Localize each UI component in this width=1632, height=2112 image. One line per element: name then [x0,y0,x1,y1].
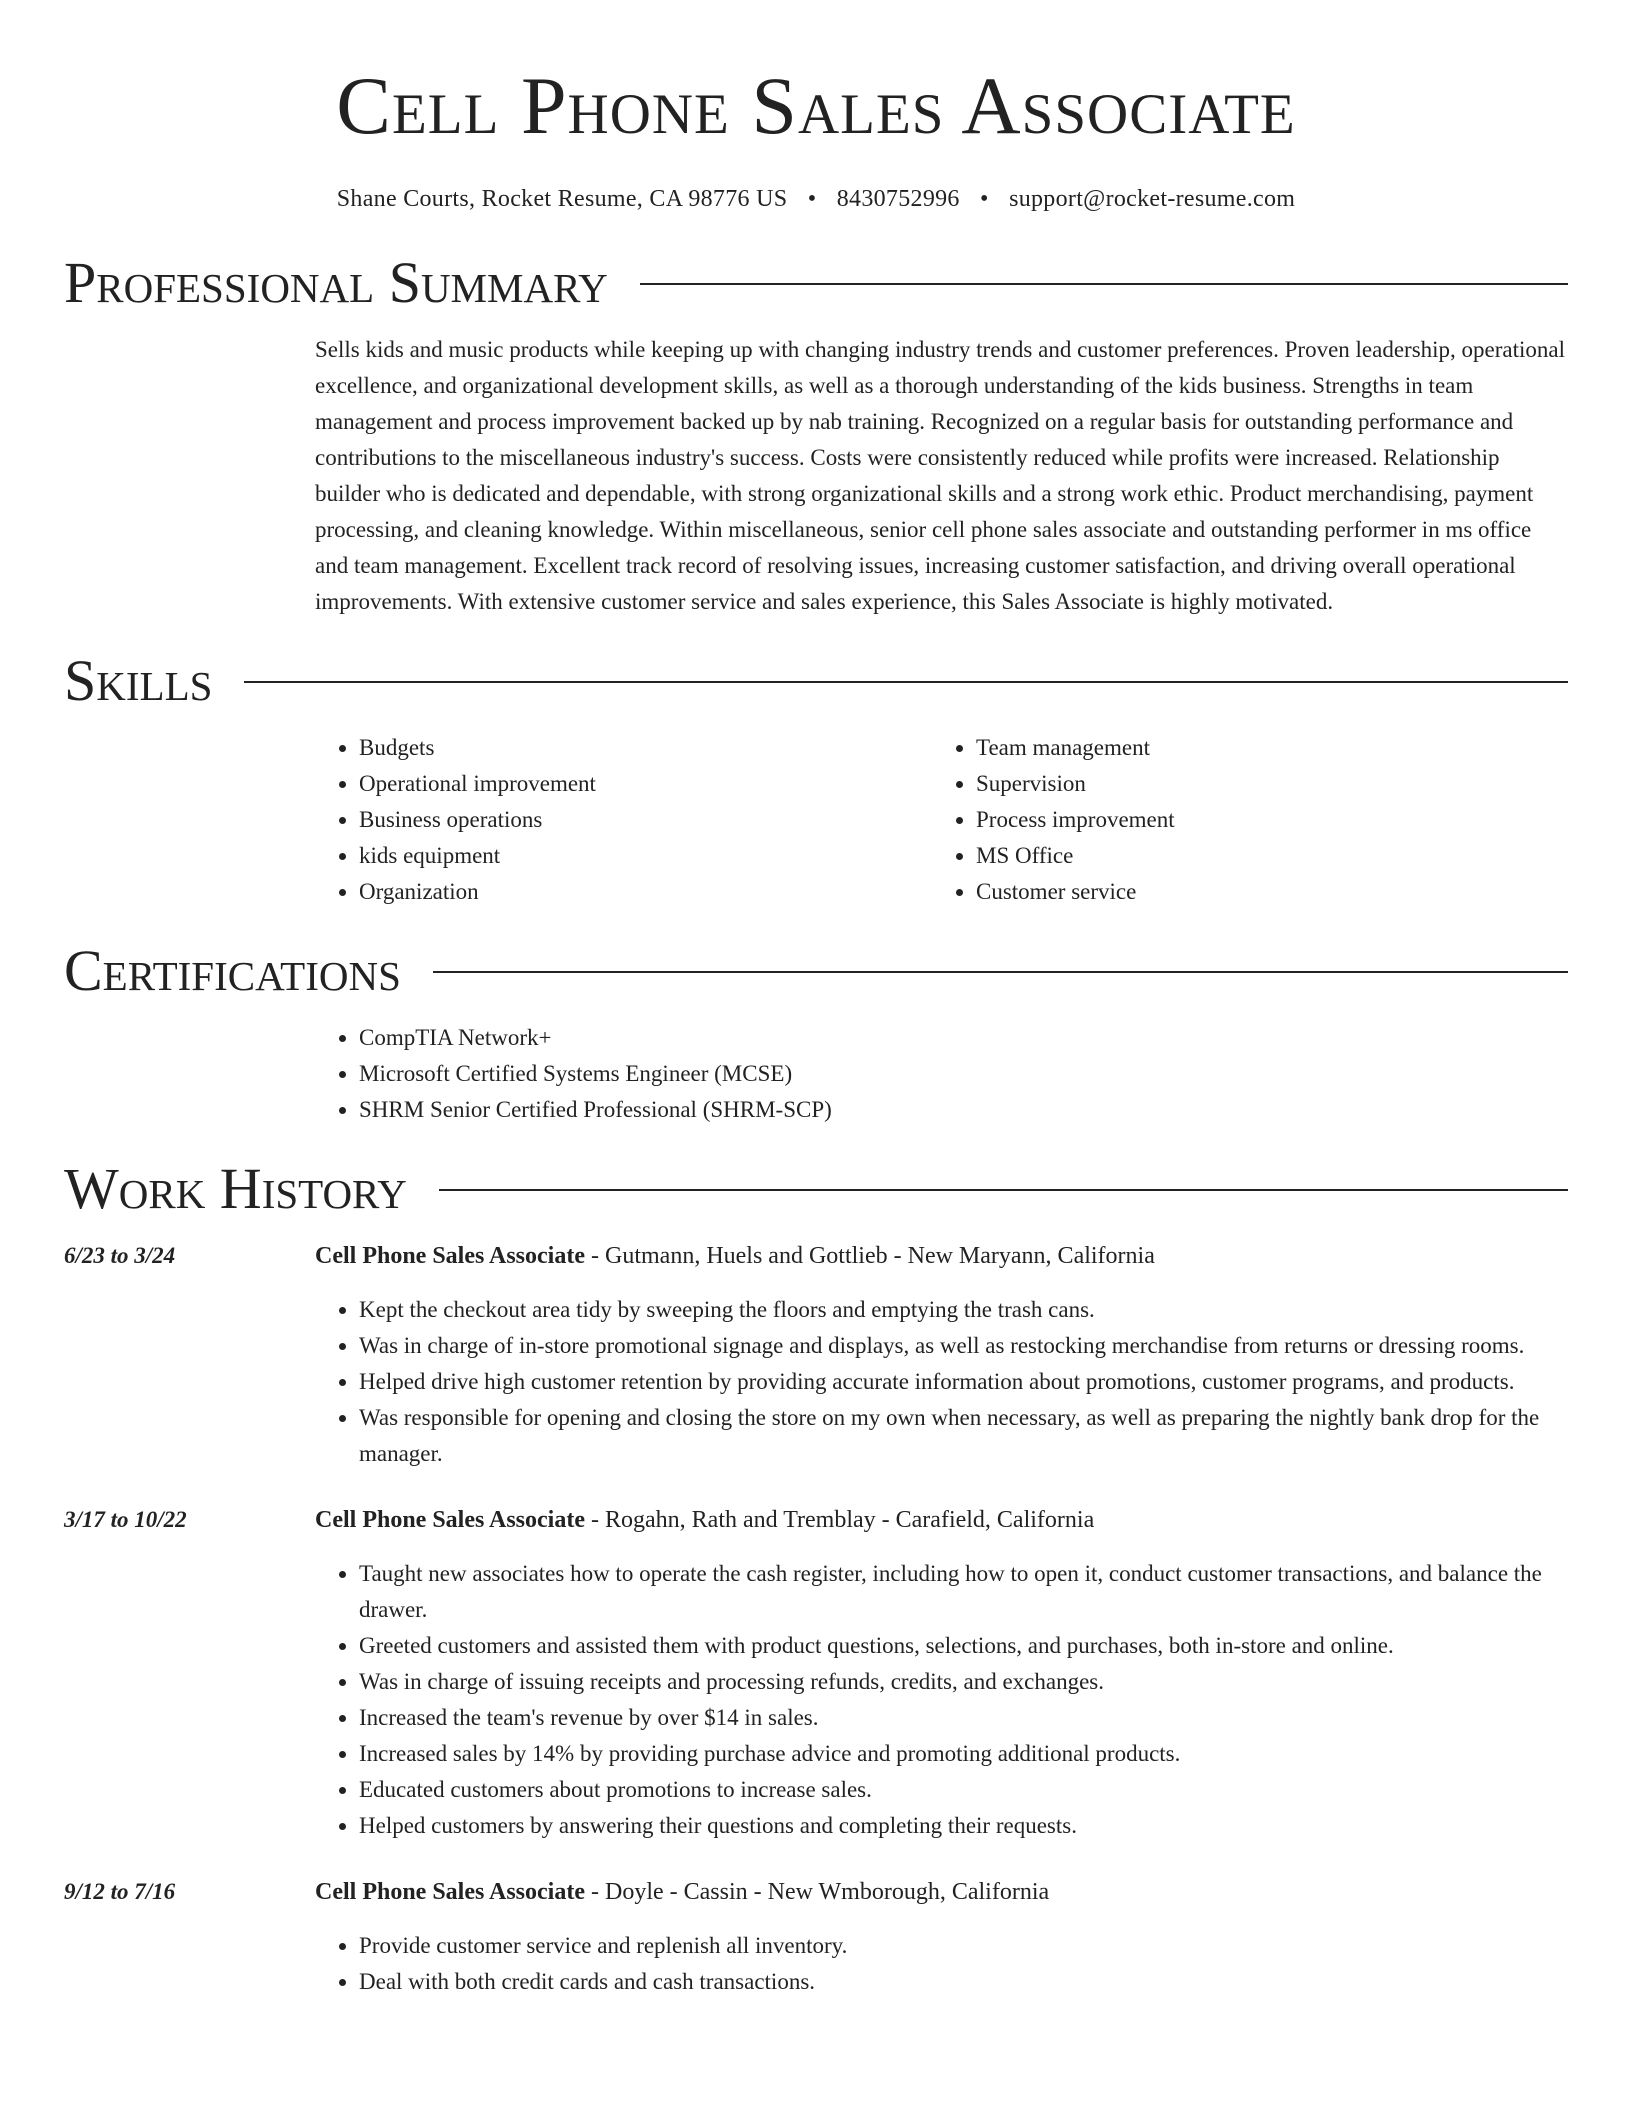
skills-section [64,646,1568,910]
summary-title: Professional Summary [64,250,608,315]
skill-item: • Budgets [359,730,932,766]
certifications-list [315,1020,1568,1128]
certifications-list-wrap [315,1020,1568,1128]
certifications-section [64,936,1568,1128]
job-body [315,1874,1568,2000]
skill-item: • kids equipment [359,838,932,874]
summary-section [64,248,1568,620]
job-bullet: • Was responsible for opening and closing the store on my own when necessary, as well as preparing the nightly bank drop for the manager. [359,1400,1568,1472]
certification-item: • SHRM Senior Certified Professional (SHRM-SCP) [359,1092,1568,1128]
skill-item: • Customer service [976,874,1549,910]
skills-list-right [932,730,1549,910]
skills-grid [315,730,1568,910]
work-history-title: Work History [64,1156,407,1221]
skills-list-left [315,730,932,910]
section-heading [64,646,1568,716]
summary-text: Sells kids and music products while keeping up with changing industry trends and customer preferences. Proven leadership, operational excellence, and organizational development skills, as well as a thorough understanding of the kids business. Strengths in team management and process improvement backed up by nab training. Recognized on a regular basis for outstanding performance and contributions to the miscellaneous industry's success. Costs were consistently reduced while profits were increased. Relationship builder who is dedicated and dependable, with strong organizational skills and a strong work ethic. Product merchandising, payment processing, and cleaning knowledge. Within miscellaneous, senior cell phone sales associate and outstanding performer in ms office and team management. Excellent track record of resolving issues, increasing customer satisfaction, and driving overall operational improvements. With extensive customer service and sales experience, this Sales Associate is highly motivated. [315,337,1565,614]
contact-separator: • [807,186,817,212]
resume-header [64,56,1568,214]
certification-item: • CompTIA Network+ [359,1020,1568,1056]
skills-column-left [315,730,932,910]
job-company: - Gutmann, Huels and Gottlieb - New Maryann, California [585,1243,1155,1269]
job-bullet: • Was in charge of in-store promotional signage and displays, as well as restocking merchandise from returns or dressing rooms. [359,1328,1568,1364]
skill-item: • Operational improvement [359,766,932,802]
certification-item: • Microsoft Certified Systems Engineer (MCSE) [359,1056,1568,1092]
job-bullets [315,1928,1568,2000]
skill-item: • Supervision [976,766,1549,802]
job-bullet: • Increased sales by 14% by providing purchase advice and promoting additional products. [359,1736,1568,1772]
job-bullet: • Increased the team's revenue by over $14 in sales. [359,1700,1568,1736]
skill-item: • MS Office [976,838,1549,874]
skill-item: • Team management [976,730,1549,766]
section-divider [439,1189,1568,1191]
job-bullets [315,1292,1568,1472]
job-body [315,1238,1568,1472]
job-body [315,1502,1568,1844]
job-bullets [315,1556,1568,1844]
job-bullet: • Helped customers by answering their questions and completing their requests. [359,1808,1568,1844]
skills-column-right [932,730,1549,910]
job-company: - Doyle - Cassin - New Wmborough, California [585,1879,1050,1905]
skill-item: • Organization [359,874,932,910]
work-history-section [64,1154,1568,2000]
job-title: Cell Phone Sales Associate [315,1507,585,1533]
job-entry [64,1238,1568,1472]
section-heading [64,248,1568,318]
job-dates: 6/23 to 3/24 [64,1243,176,1268]
section-divider [244,681,1568,683]
section-heading [64,1154,1568,1224]
skill-item: • Business operations [359,802,932,838]
job-title: Cell Phone Sales Associate [315,1879,585,1905]
contact-line [64,184,1568,214]
certifications-title: Certifications [64,938,401,1003]
job-entry [64,1874,1568,2000]
resume-name: Cell Phone Sales Associate [336,60,1296,151]
job-bullet: • Greeted customers and assisted them with product questions, selections, and purchases, both in-store and online. [359,1628,1568,1664]
section-divider [433,971,1568,973]
job-dates: 3/17 to 10/22 [64,1507,187,1532]
job-company: - Rogahn, Rath and Tremblay - Carafield, California [585,1507,1095,1533]
job-heading [315,1874,1568,1910]
job-heading [315,1502,1568,1538]
skills-title: Skills [64,648,213,713]
contact-address: Shane Courts, Rocket Resume, CA 98776 US [336,186,788,212]
contact-email: support@rocket-resume.com [1009,186,1296,212]
job-bullet: • Educated customers about promotions to increase sales. [359,1772,1568,1808]
contact-phone: 8430752996 [836,186,960,212]
job-bullet: • Helped drive high customer retention by providing accurate information about promotions, customer programs, and products. [359,1364,1568,1400]
job-bullet: • Taught new associates how to operate the cash register, including how to open it, conduct customer transactions, and balance the drawer. [359,1556,1568,1628]
job-bullet: • Kept the checkout area tidy by sweeping the floors and emptying the trash cans. [359,1292,1568,1328]
job-title: Cell Phone Sales Associate [315,1243,585,1269]
section-heading [64,936,1568,1006]
job-entry [64,1502,1568,1844]
job-bullet: • Was in charge of issuing receipts and processing refunds, credits, and exchanges. [359,1664,1568,1700]
skill-item: • Process improvement [976,802,1549,838]
section-divider [640,283,1568,285]
job-heading [315,1238,1568,1274]
job-bullet: • Deal with both credit cards and cash transactions. [359,1964,1568,2000]
contact-separator: • [980,186,989,212]
job-dates: 9/12 to 7/16 [64,1879,176,1904]
job-bullet: • Provide customer service and replenish all inventory. [359,1928,1568,1964]
